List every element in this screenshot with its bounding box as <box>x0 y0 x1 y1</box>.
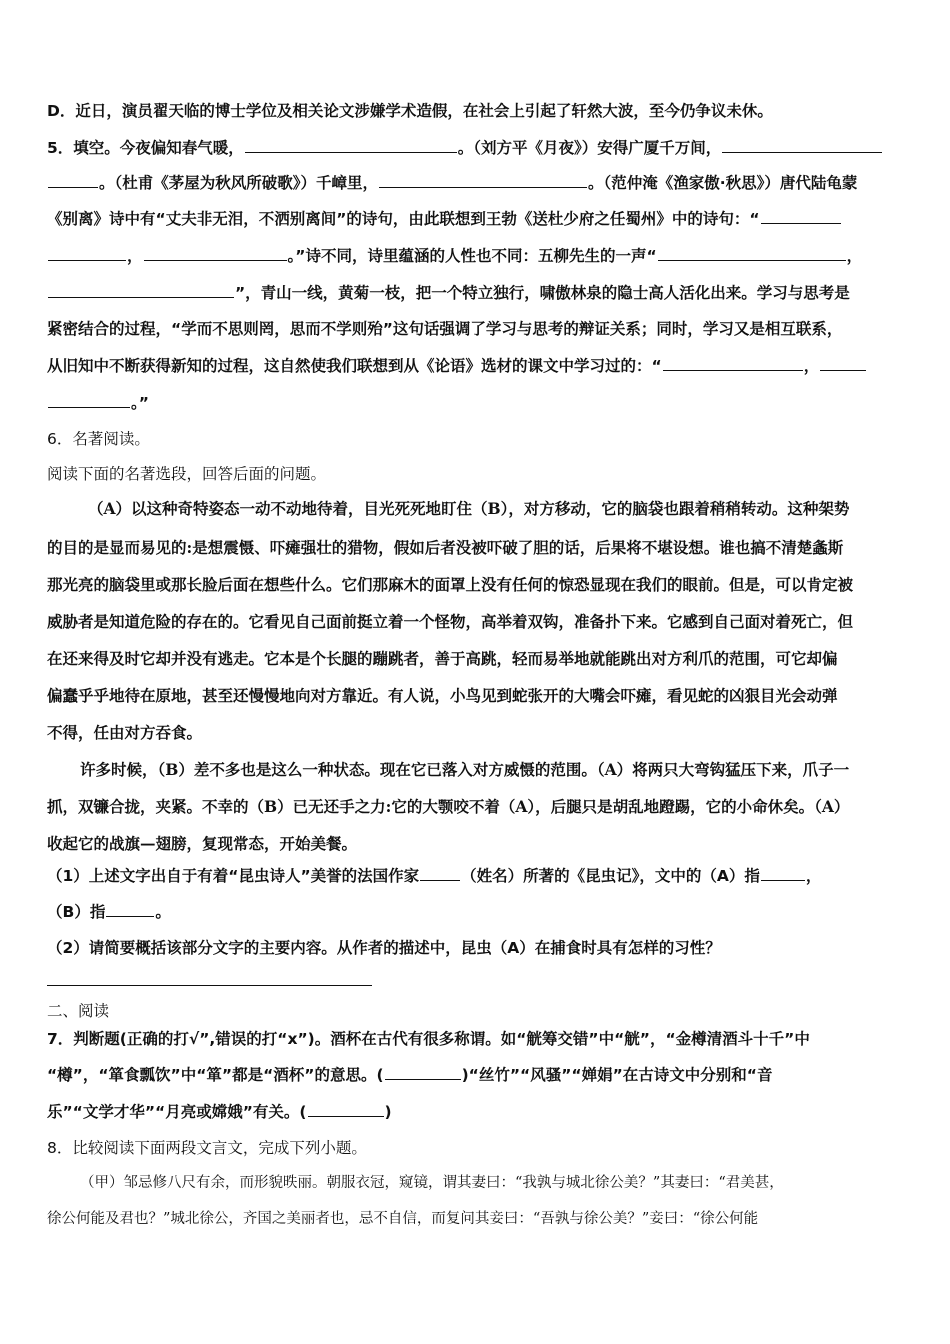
q5-text: 。” <box>131 394 149 412</box>
blank[interactable] <box>761 865 805 881</box>
q5-text: ， <box>127 247 143 265</box>
blank[interactable] <box>245 137 457 153</box>
blank[interactable] <box>420 865 460 881</box>
passage-line: 那光亮的脑袋里或那长脸后面在想些什么。它们那麻木的面罩上没有任何的惊恐显现在我们的眼前。但是，可以肯定被 <box>47 575 854 594</box>
blank[interactable] <box>48 392 130 408</box>
blank[interactable] <box>761 208 841 224</box>
section-title: 二、阅读 <box>47 1002 110 1020</box>
blank[interactable] <box>722 137 882 153</box>
blank[interactable] <box>106 901 154 917</box>
q6-text: 。 <box>155 903 171 921</box>
q7-text: )“丝竹”“风骚”“婵娟”在古诗文中分别和“音 <box>461 1066 773 1084</box>
q5-line-1 <box>47 137 909 159</box>
q5-line-3 <box>47 208 909 230</box>
q6-sub1 <box>47 865 909 887</box>
q7-text: 乐”“文学才华”“月亮或嫦娥”有关。( <box>47 1103 307 1121</box>
passage-line: 在还来得及时它却并没有逃走。它本是个长腿的蹦跳者，善于高跳，轻而易举地就能跳出对方利爪的范围，可它却偏 <box>47 649 838 668</box>
q7-line-1: 7．判断题(正确的打√”,错误的打“x”)。酒杯在古代有很多称谓。如“觥筹交错”中“觥”，“金樽清酒斗十千”中 <box>47 1030 810 1048</box>
blank[interactable] <box>308 1101 384 1117</box>
q5-text: 。（范仲淹《渔家傲·秋思》）唐代陆龟蒙 <box>588 174 858 192</box>
q7-line-2 <box>47 1064 909 1086</box>
q5-line-5 <box>47 282 909 304</box>
q5-text: 《别离》诗中有“丈夫非无泪，不洒别离间”的诗句，由此联想到王勃《送杜少府之任蜀州》中的诗句：“ <box>47 210 760 228</box>
passage-line: 偏蠢乎乎地待在原地，甚至还慢慢地向对方靠近。有人说，小鸟见到蛇张开的大嘴会吓瘫，看见蛇的凶狠目光会动弹 <box>47 686 838 705</box>
blank[interactable] <box>663 355 803 371</box>
q5-line-6: 紧密结合的过程，“学而不思则罔，思而不学则殆”这句话强调了学习与思考的辩证关系；同时，学习又是相互联系， <box>47 320 843 338</box>
blank[interactable] <box>48 172 98 188</box>
passage-line: 许多时候，（B）差不多也是这么一种状态。现在它已落入对方威慑的范围。（A）将两只大弯钩猛压下来，爪子一 <box>80 760 850 779</box>
q5-text: 。”诗不同，诗里蕴涵的人性也不同：五柳先生的一声“ <box>287 247 657 265</box>
blank[interactable] <box>48 245 126 261</box>
q5-text: 。（刘方平《月夜》）安得广厦千万间， <box>457 139 722 157</box>
passage-line: 威胁者是知道危险的存在的。它看见自己面前挺立着一个怪物，高举着双钩，准备扑下来。它感到自己面对着死亡，但 <box>47 612 854 631</box>
blank[interactable] <box>144 245 287 261</box>
classical-text-line: 徐公何能及君也？”城北徐公，齐国之美丽者也，忌不自信，而复问其妾曰：“吾孰与徐公美？”妾曰：“徐公何能 <box>47 1211 759 1227</box>
answer-line[interactable] <box>47 985 372 986</box>
option-d: D．近日，演员翟天临的博士学位及相关论文涉嫌学术造假，在社会上引起了轩然大波，至今仍争议未休。 <box>47 102 773 120</box>
passage-line: 收起它的战旗—翅膀，复现常态，开始美餐。 <box>47 834 358 853</box>
q6-text: （1）上述文字出自于有着“昆虫诗人”美誉的法国作家 <box>47 867 420 885</box>
passage-line: 抓，双镰合拢，夹紧。不幸的（B）已无还手之力:它的大颚咬不着（A），后腿只是胡乱地蹬踢，它的小命休矣。（A） <box>47 797 850 816</box>
q6-text: （姓名）所著的《昆虫记》，文中的（A）指 <box>461 867 760 885</box>
q5-text: 从旧知中不断获得新知的过程，这自然使我们联想到从《论语》选材的课文中学习过的：“ <box>47 357 662 375</box>
q5-line-7 <box>47 355 909 377</box>
passage-line: （A）以这种奇特姿态一动不动地待着，目光死死地盯住（B），对方移动，它的脑袋也跟着稍稍转动。这种架势 <box>88 499 850 518</box>
passage-line: 的目的是显而易见的:是想震慑、吓瘫强壮的猎物，假如后者没被吓破了胆的话，后果将不堪设想。谁也搞不清楚螽斯 <box>47 538 844 557</box>
blank[interactable] <box>658 245 846 261</box>
q6-sub2: （2）请简要概括该部分文字的主要内容。从作者的描述中，昆虫（A）在捕食时具有怎样的习性？ <box>47 939 721 957</box>
q5-text: 。（杜甫《茅屋为秋风所破歌》）千嶂里， <box>99 174 379 192</box>
q5-text: ”，青山一线，黄菊一枝，把一个特立独行，啸傲林泉的隐士高人活化出来。学习与思考是 <box>235 284 850 302</box>
q5-line-8 <box>47 392 909 414</box>
q5-line-2 <box>47 172 909 194</box>
q7-text: ) <box>384 1103 392 1121</box>
q8-title: 8．比较阅读下面两段文言文，完成下列小题。 <box>47 1139 367 1157</box>
q7-line-3 <box>47 1101 909 1123</box>
blank[interactable] <box>385 1064 461 1080</box>
q5-text: ， <box>803 357 820 375</box>
q7-text: “樽”，“箪食瓢饮”中“箪”都是“酒杯”的意思。( <box>47 1066 384 1084</box>
blank[interactable] <box>379 172 587 188</box>
passage-line: 不得，任由对方吞食。 <box>47 723 203 742</box>
q6-sub1-cont <box>47 901 909 923</box>
q6-text: ， <box>805 867 822 885</box>
classical-text-line: （甲）邹忌修八尺有余，而形貌昳丽。朝服衣冠，窥镜，谓其妻曰：“我孰与城北徐公美？”其妻曰：“君美甚， <box>80 1175 784 1191</box>
blank[interactable] <box>820 355 866 371</box>
q5-text: 5．填空。今夜偏知春气暖， <box>47 139 244 157</box>
q6-instruction: 阅读下面的名著选段，回答后面的问题。 <box>47 465 327 483</box>
q6-title: 6．名著阅读。 <box>47 430 150 448</box>
blank[interactable] <box>48 282 234 298</box>
q5-line-4 <box>47 245 909 267</box>
q6-text: （B）指 <box>47 903 106 921</box>
q5-text: ， <box>846 247 863 265</box>
